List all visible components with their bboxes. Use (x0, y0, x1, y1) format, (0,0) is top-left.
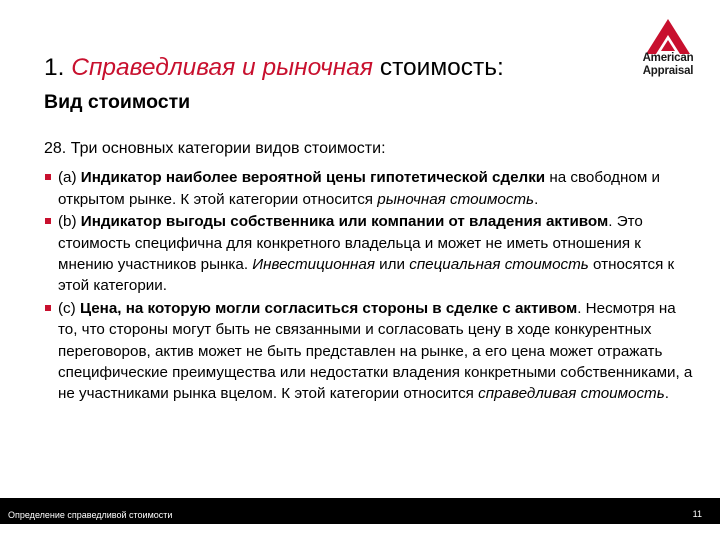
page-number: 11 (692, 509, 702, 519)
logo-text (636, 52, 700, 78)
bullet-b-italic-2: специальная стоимость (409, 255, 589, 273)
title-number: 1. (44, 54, 65, 81)
bullet-list (44, 167, 694, 404)
slide-body (44, 138, 694, 406)
slide-title (44, 53, 604, 83)
bullet-square-icon (45, 174, 51, 180)
intro-text: 28. Три основных категории видов стоимости: (44, 140, 386, 157)
slide-subtitle: Вид стоимости (44, 91, 191, 113)
bullet-item-c (44, 298, 694, 404)
bullet-b-text: . Это стоимость специфична для конкретного владельца и может не иметь отношения к мнению участников рынка. (58, 213, 643, 273)
bullet-square-icon (45, 218, 51, 224)
bullet-c-prefix: (c) (58, 300, 80, 318)
bullet-b-italic-1: Инвестиционная (252, 255, 375, 273)
bullet-c-end: . (664, 385, 669, 403)
bullet-item-b (44, 211, 694, 296)
title-rest: стоимость: (379, 54, 504, 81)
bullet-c-italic: справедливая стоимость (478, 385, 665, 403)
bullet-a-prefix: (a) (58, 169, 81, 187)
bullet-a-bold: Индикатор наиболее вероятной цены гипотетической сделки (80, 169, 546, 187)
logo-line-2: Appraisal (642, 65, 694, 77)
bullet-c-bold: Цена, на которую могли согласиться стороны в сделке с активом (79, 300, 578, 318)
bullet-b-mid: или (374, 255, 410, 273)
bullet-a-text: на свободном и открытом рынке. К этой категории относится (58, 169, 661, 208)
bullet-c-text: . Несмотря на то, что стороны могут быть не связанными и согласовать цену в ходе конкурентных переговоров, актив может не быть представлен на рынке, а его цена может отражать специфические преимущества или недостатки владения конкретными собственниками, а не участниками рынка вцелом. К этой категории относится (58, 300, 693, 403)
logo-line-1: American (642, 52, 694, 64)
bullet-b-bold: Индикатор выгоды собственника или компании от владения активом (80, 213, 609, 231)
bullet-b-end: относятся к этой категории. (58, 255, 675, 295)
bullet-a-italic: рыночная стоимость (377, 190, 535, 208)
bullet-square-icon (45, 305, 51, 311)
bullet-a-end: . (534, 190, 539, 208)
bullet-b-prefix: (b) (58, 213, 81, 231)
footer-caption: Определение справедливой стоимости (8, 510, 173, 520)
bullet-item-a (44, 167, 694, 210)
title-accent: Справедливая и рыночная (71, 54, 374, 81)
